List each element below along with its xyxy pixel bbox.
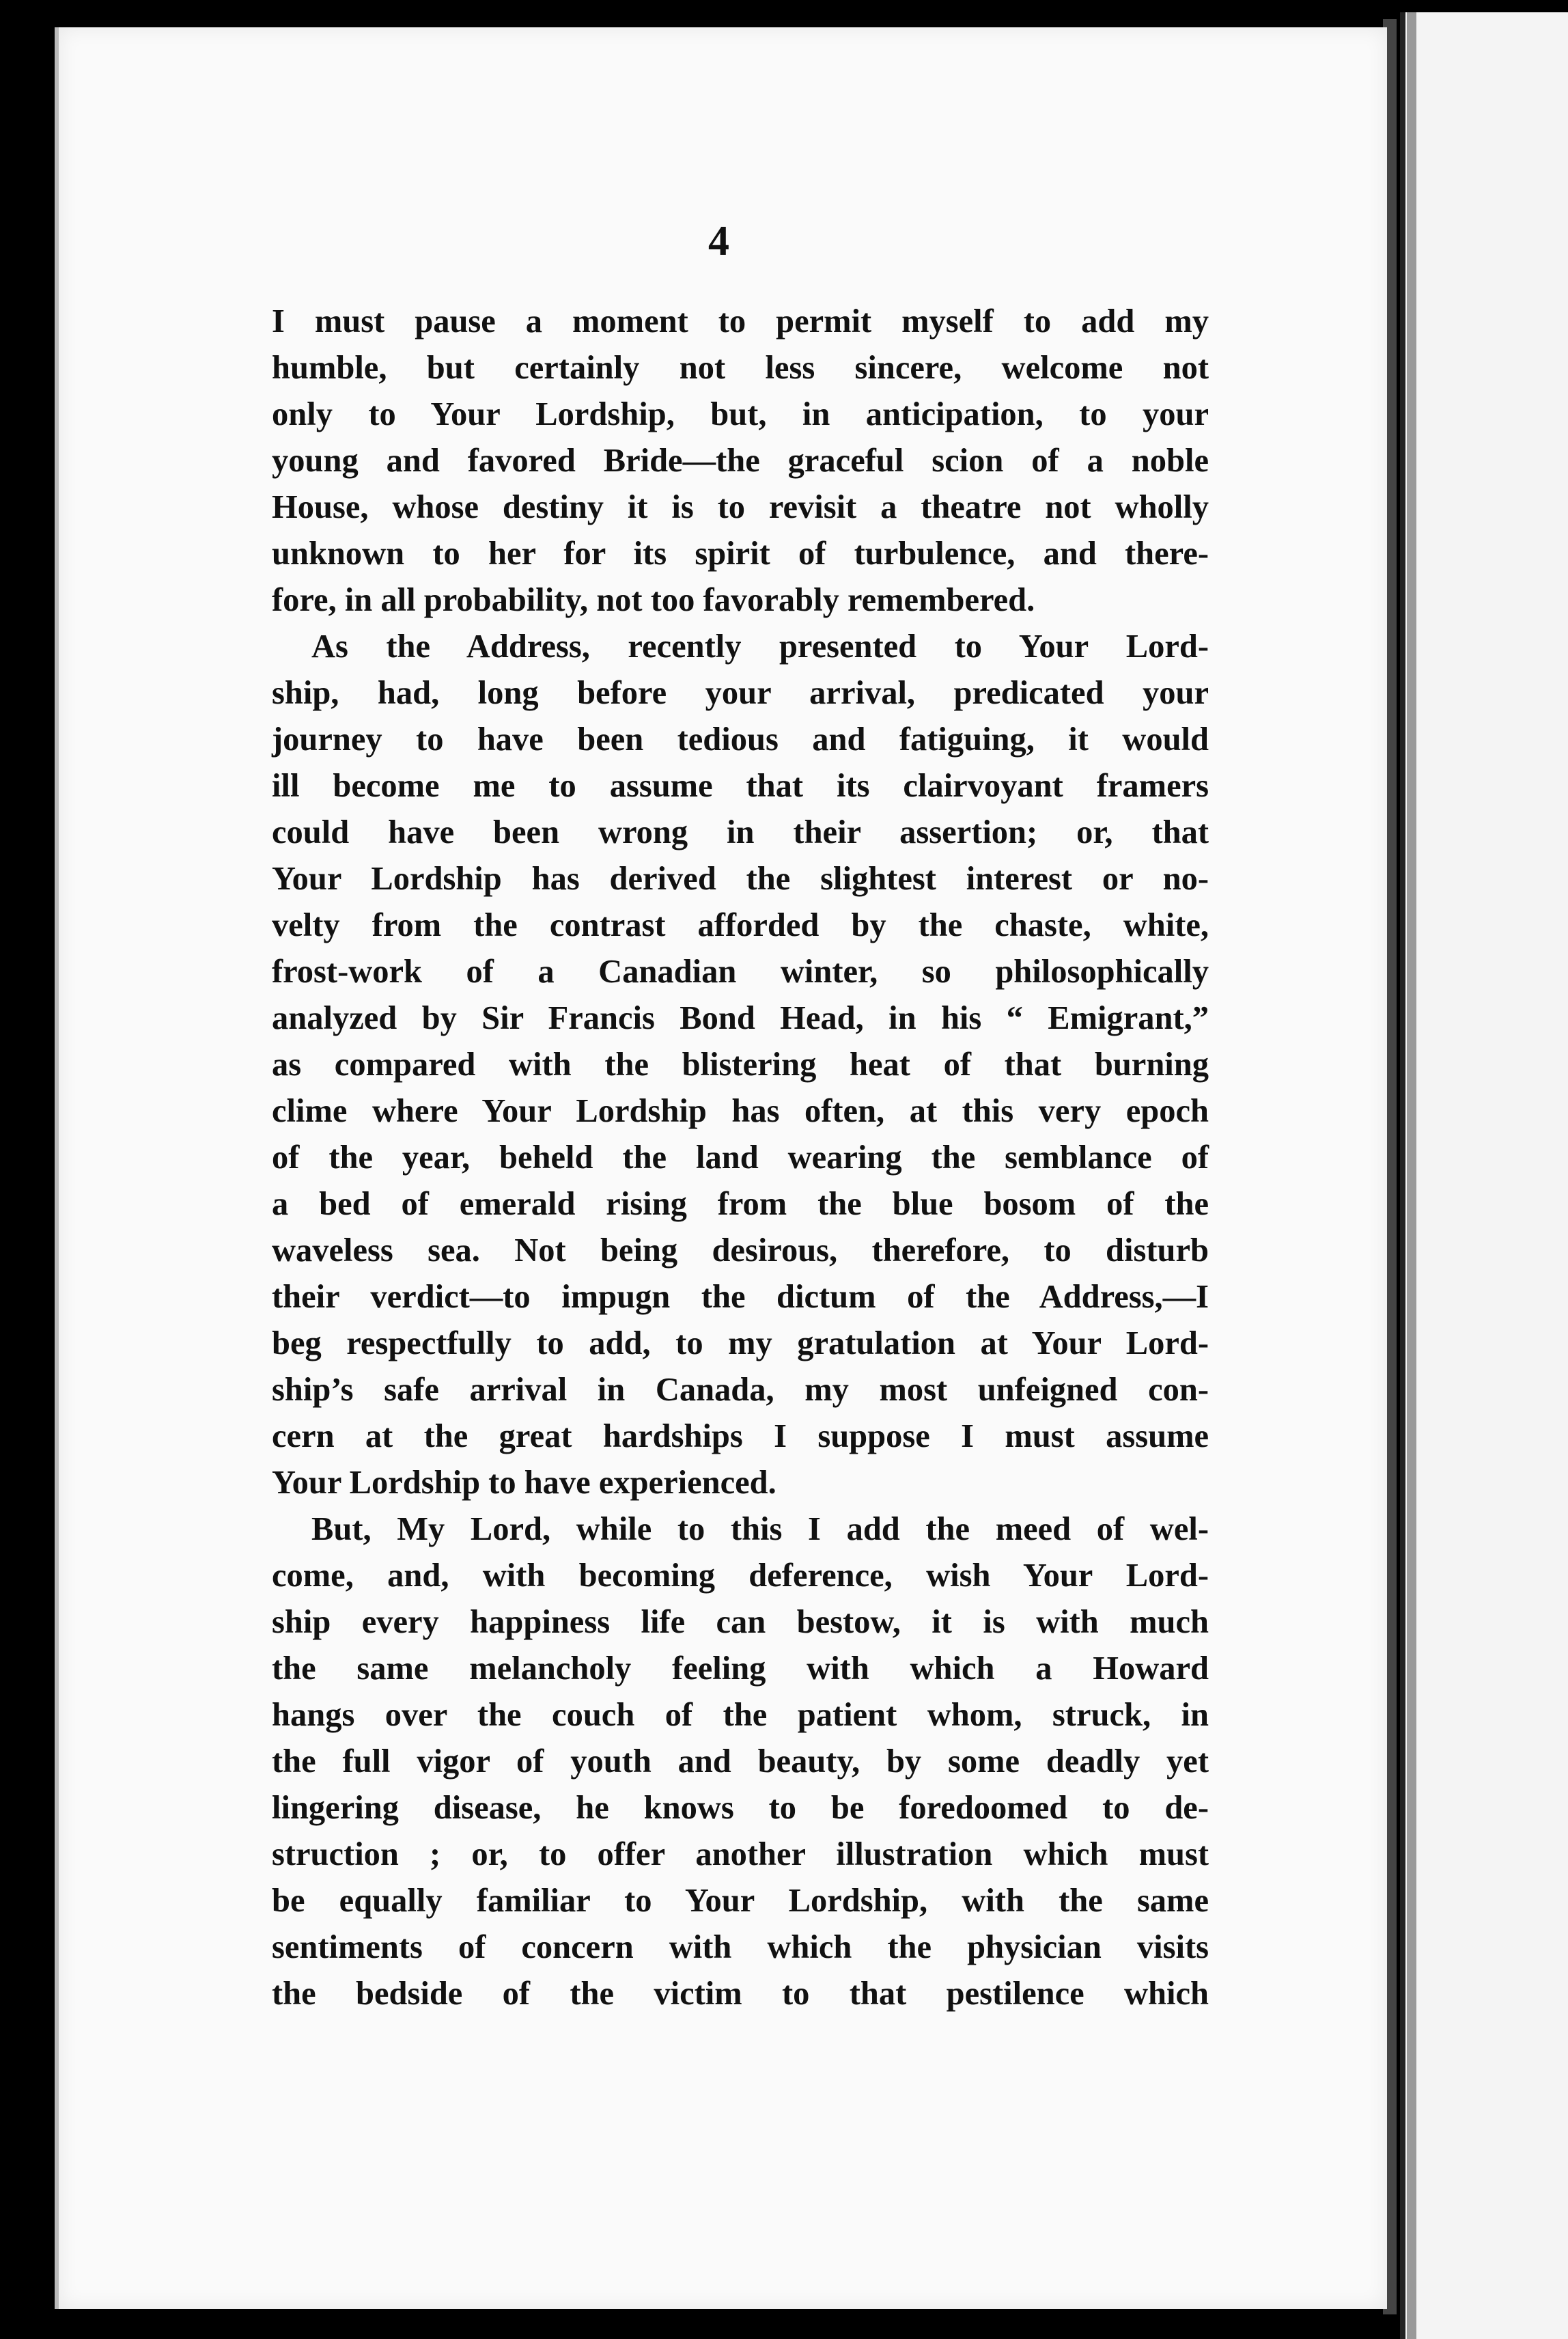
text-line: journey to have been tedious and fatiguing, it would xyxy=(272,721,1209,758)
text-line: waveless sea. Not being desirous, therefore, to disturb xyxy=(272,1232,1209,1269)
text-line: velty from the contrast afforded by the chaste, white, xyxy=(272,907,1209,943)
text-line: could have been wrong in their assertion; or, that xyxy=(272,814,1209,850)
text-line: come, and, with becoming deference, wish Your Lord- xyxy=(272,1558,1209,1594)
text-line: fore, in all probability, not too favorably remembered. xyxy=(272,582,1035,618)
text-line: unknown to her for its spirit of turbulence, and there- xyxy=(272,536,1209,572)
text-line: lingering disease, he knows to be foredoomed to de- xyxy=(272,1790,1209,1826)
text-line: Your Lordship to have experienced. xyxy=(272,1465,776,1501)
facing-page xyxy=(1400,12,1568,2339)
text-line: a bed of emerald rising from the blue bosom of the xyxy=(272,1186,1209,1222)
text-line: beg respectfully to add, to my gratulation at Your Lord- xyxy=(272,1325,1209,1361)
text-line: be equally familiar to Your Lordship, with the same xyxy=(272,1883,1209,1919)
text-line: only to Your Lordship, but, in anticipation, to your xyxy=(272,396,1209,432)
text-line: the same melancholy feeling with which a Howard xyxy=(272,1650,1209,1687)
text-line: But, My Lord, while to this I add the meed of wel- xyxy=(311,1511,1209,1547)
text-line: cern at the great hardships I suppose I must assume xyxy=(272,1418,1209,1454)
text-line: I must pause a moment to permit myself to add my xyxy=(272,303,1209,340)
page-number: 4 xyxy=(708,218,729,264)
paragraph-1 xyxy=(272,299,1209,624)
text-line: As the Address, recently presented to Your Lord- xyxy=(311,628,1209,665)
text-line: House, whose destiny it is to revisit a theatre not wholly xyxy=(272,489,1209,525)
text-line: ill become me to assume that its clairvoyant framers xyxy=(272,768,1209,804)
text-line: ship, had, long before your arrival, predicated your xyxy=(272,675,1209,711)
text-line: young and favored Bride—the graceful scion of a noble xyxy=(272,443,1209,479)
text-line: struction ; or, to offer another illustration which must xyxy=(272,1836,1209,1872)
paragraph-3 xyxy=(272,1506,1209,2017)
text-line: their verdict—to impugn the dictum of the Address,—I xyxy=(272,1279,1209,1315)
text-line: as compared with the blistering heat of that burning xyxy=(272,1047,1209,1083)
text-line: ship’s safe arrival in Canada, my most unfeigned con- xyxy=(272,1372,1209,1408)
text-line: Your Lordship has derived the slightest interest or no- xyxy=(272,861,1209,897)
text-line: the bedside of the victim to that pestilence which xyxy=(272,1976,1209,2012)
text-line: ship every happiness life can bestow, it is with much xyxy=(272,1604,1209,1640)
text-line: of the year, beheld the land wearing the semblance of xyxy=(272,1139,1209,1176)
body-text xyxy=(272,299,1209,2017)
text-line: clime where Your Lordship has often, at this very epoch xyxy=(272,1093,1209,1129)
text-line: the full vigor of youth and beauty, by some deadly yet xyxy=(272,1743,1209,1780)
text-line: humble, but certainly not less sincere, welcome not xyxy=(272,350,1209,386)
facing-page-fold xyxy=(1407,12,1416,2339)
text-line: analyzed by Sir Francis Bond Head, in his “ Emigrant,” xyxy=(272,1000,1209,1036)
paragraph-2 xyxy=(272,624,1209,1506)
text-line: hangs over the couch of the patient whom, struck, in xyxy=(272,1697,1209,1733)
text-line: sentiments of concern with which the physician visits xyxy=(272,1929,1209,1965)
text-line: frost-work of a Canadian winter, so philosophically xyxy=(272,954,1209,990)
